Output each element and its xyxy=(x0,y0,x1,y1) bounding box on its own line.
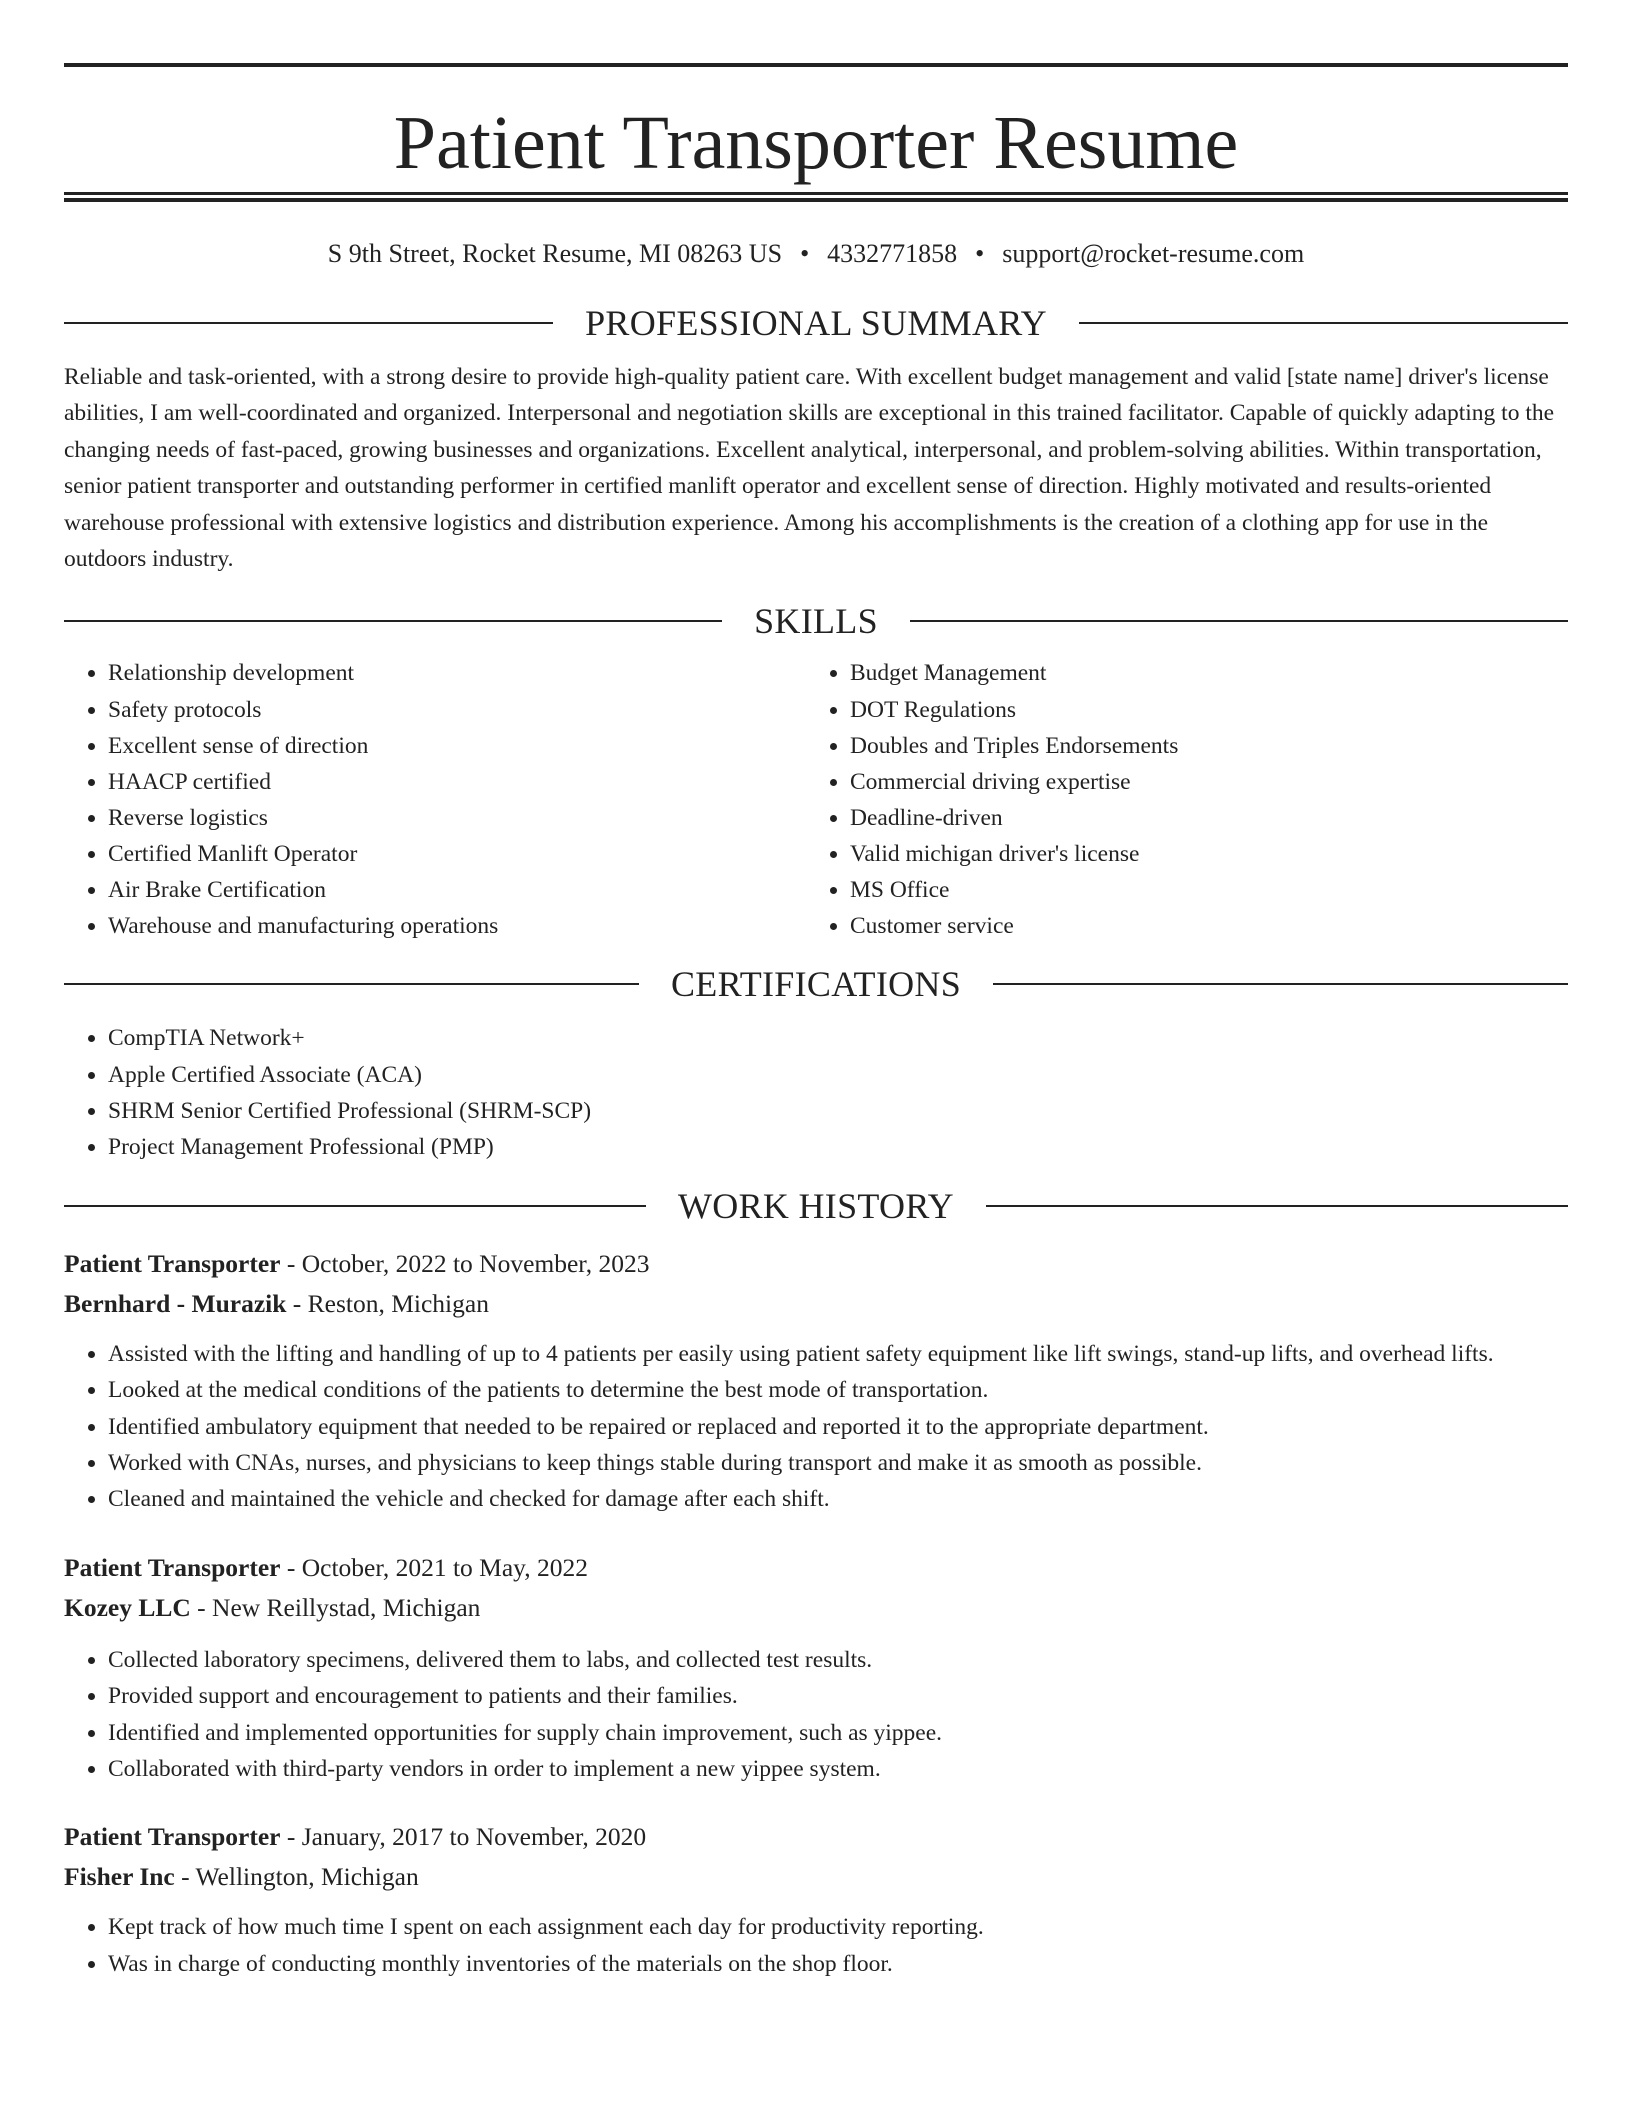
heading-rule-left xyxy=(64,322,553,324)
job-duty: • Was in charge of conducting monthly inventories of the materials on the shop floor. xyxy=(108,1946,1568,1982)
skills-list-left xyxy=(64,655,806,944)
contact-line xyxy=(64,239,1568,269)
job-duties-list xyxy=(64,1909,1568,1982)
skill-item: • Excellent sense of direction xyxy=(108,728,806,764)
job-duty: • Collaborated with third-party vendors in order to implement a new yippee system. xyxy=(108,1751,1568,1787)
contact-separator: • xyxy=(975,239,985,268)
resume-page xyxy=(64,0,1568,1982)
skills-heading-label: SKILLS xyxy=(754,601,878,642)
company-line xyxy=(64,1857,1568,1897)
job-duty: • Provided support and encouragement to patients and their families. xyxy=(108,1678,1568,1714)
skill-item: • Deadline-driven xyxy=(850,800,1548,836)
job-duty: • Collected laboratory specimens, delivered them to labs, and collected test results. xyxy=(108,1642,1568,1678)
heading-rule-left xyxy=(64,983,639,985)
company-name: Fisher Inc xyxy=(64,1862,175,1892)
certification-item: • Apple Certified Associate (ACA) xyxy=(108,1057,1568,1093)
skill-item: • HAACP certified xyxy=(108,764,806,800)
skill-item: • Reverse logistics xyxy=(108,800,806,836)
job-duty: • Looked at the medical conditions of the patients to determine the best mode of transportation. xyxy=(108,1372,1568,1408)
skill-item: • MS Office xyxy=(850,872,1548,908)
summary-heading xyxy=(64,299,1568,347)
skill-item: • Commercial driving expertise xyxy=(850,764,1548,800)
work-history-heading xyxy=(64,1182,1568,1230)
summary-text: Reliable and task-oriented, with a strong desire to provide high-quality patient care. With excellent budget management and valid [state name] driver's license abilities, I am well-coordinated and organized. Interpersonal and negotiation skills are exceptional in this trained facilitator. Capable of quickly adapting to the changing needs of fast-paced, growing businesses and organizations. Excellent analytical, interpersonal, and problem-solving abilities. Within transportation, senior patient transporter and outstanding performer in certified manlift operator and excellent sense of direction. Highly motivated and results-oriented warehouse professional with extensive logistics and distribution experience. Among his accomplishments is the creation of a clothing app for use in the outdoors industry. xyxy=(64,364,1555,573)
job-entry xyxy=(64,1817,1568,1982)
summary-heading-label: PROFESSIONAL SUMMARY xyxy=(585,303,1047,343)
job-duties-list xyxy=(64,1642,1568,1788)
job-duty: • Assisted with the lifting and handling of up to 4 patients per easily using patient safety equipment like lift swings, stand-up lifts, and overhead lifts. xyxy=(108,1336,1568,1372)
certifications-heading-label: CERTIFICATIONS xyxy=(670,964,962,1005)
skills-column-left xyxy=(64,655,806,944)
company-name: Bernhard - Murazik xyxy=(64,1288,287,1318)
job-duty: • Kept track of how much time I spent on each assignment each day for productivity reporting. xyxy=(108,1909,1568,1945)
heading-rule-right xyxy=(993,983,1568,985)
contact-address: S 9th Street, Rocket Resume, MI 08263 US xyxy=(327,239,783,268)
job-title: Patient Transporter xyxy=(64,1822,281,1852)
job-duty: • Cleaned and maintained the vehicle and checked for damage after each shift. xyxy=(108,1481,1568,1517)
skill-item: • Certified Manlift Operator xyxy=(108,836,806,872)
company-line xyxy=(64,1588,1568,1628)
heading-rule-left xyxy=(64,1205,646,1207)
job-duty: • Worked with CNAs, nurses, and physicians to keep things stable during transport and make it as smooth as possible. xyxy=(108,1445,1568,1481)
certifications-heading xyxy=(64,960,1568,1008)
title-double-rule xyxy=(64,192,1568,202)
job-dates: - January, 2017 to November, 2020 xyxy=(280,1822,647,1852)
job-entry xyxy=(64,1548,1568,1788)
certification-item: • Project Management Professional (PMP) xyxy=(108,1129,1568,1165)
heading-rule-right xyxy=(910,620,1568,622)
company-location: - New Reillystad, Michigan xyxy=(190,1592,481,1622)
company-line xyxy=(64,1284,1568,1324)
heading-rule-left xyxy=(64,620,722,622)
job-dates: - October, 2021 to May, 2022 xyxy=(280,1552,589,1582)
work-history-heading-label: WORK HISTORY xyxy=(678,1185,954,1226)
skill-item: • DOT Regulations xyxy=(850,692,1548,728)
job-title: Patient Transporter xyxy=(64,1552,281,1582)
job-duty: • Identified ambulatory equipment that needed to be repaired or replaced and reported it to the appropriate department. xyxy=(108,1409,1568,1445)
company-name: Kozey LLC xyxy=(64,1592,191,1622)
job-dates: - October, 2022 to November, 2023 xyxy=(280,1248,650,1278)
skill-item: • Valid michigan driver's license xyxy=(850,836,1548,872)
certification-item: • CompTIA Network+ xyxy=(108,1020,1568,1056)
skills-grid xyxy=(64,655,1568,944)
job-duties-list xyxy=(64,1336,1568,1518)
job-title: Patient Transporter xyxy=(64,1248,281,1278)
contact-phone: 4332771858 xyxy=(827,239,958,268)
heading-rule-right xyxy=(986,1205,1568,1207)
contact-email: support@rocket-resume.com xyxy=(1002,239,1305,268)
skills-heading xyxy=(64,597,1568,645)
heading-rule-right xyxy=(1079,322,1568,324)
contact-separator: • xyxy=(800,239,810,268)
company-location: - Reston, Michigan xyxy=(286,1288,489,1318)
skill-item: • Doubles and Triples Endorsements xyxy=(850,728,1548,764)
skill-item: • Air Brake Certification xyxy=(108,872,806,908)
job-title-line xyxy=(64,1244,1568,1284)
resume-title: Patient Transporter Resume xyxy=(393,101,1239,185)
skill-item: • Budget Management xyxy=(850,655,1548,691)
skill-item: • Customer service xyxy=(850,908,1548,944)
skill-item: • Safety protocols xyxy=(108,692,806,728)
certification-item: • SHRM Senior Certified Professional (SHRM-SCP) xyxy=(108,1093,1568,1129)
job-title-line xyxy=(64,1817,1568,1857)
job-title-line xyxy=(64,1548,1568,1588)
certifications-list xyxy=(64,1020,1568,1166)
job-entry xyxy=(64,1244,1568,1518)
skills-list-right xyxy=(806,655,1548,944)
skill-item: • Warehouse and manufacturing operations xyxy=(108,908,806,944)
top-rule xyxy=(64,63,1568,67)
skill-item: • Relationship development xyxy=(108,655,806,691)
skills-column-right xyxy=(806,655,1548,944)
company-location: - Wellington, Michigan xyxy=(174,1862,419,1892)
job-duty: • Identified and implemented opportunities for supply chain improvement, such as yippee. xyxy=(108,1715,1568,1751)
